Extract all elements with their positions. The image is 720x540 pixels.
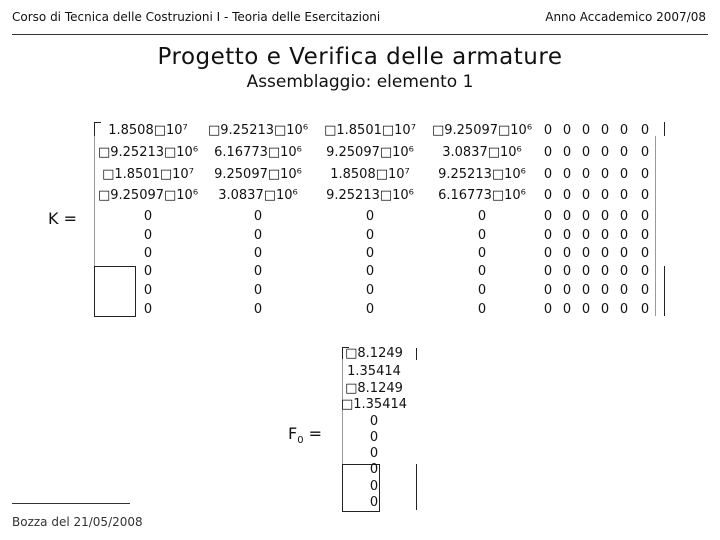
k-matrix-cell: □9.25213□10⁶	[207, 123, 309, 138]
k-matrix-cell: 1.8508□10⁷	[108, 123, 188, 138]
k-matrix-cell: 0	[543, 123, 553, 138]
k-matrix-cell: 0	[640, 228, 650, 243]
k-matrix-cell: 9.25097□10⁶	[214, 167, 302, 182]
k-lower-left-box	[94, 266, 136, 317]
k-matrix-cell: 0	[543, 264, 553, 279]
k-matrix-cell: 0	[640, 302, 650, 317]
f-vector-cell: □1.35414	[340, 397, 408, 412]
k-matrix-cell: 0	[600, 209, 610, 224]
k-matrix-cell: □9.25097□10⁶	[431, 123, 533, 138]
k-matrix-cell: 0	[365, 209, 375, 224]
slide-title: Progetto e Verifica delle armature	[157, 44, 563, 70]
k-matrix-cell: 0	[640, 246, 650, 261]
k-matrix-cell: 0	[143, 228, 153, 243]
k-matrix-cell: 0	[562, 228, 572, 243]
k-matrix-cell: 0	[543, 228, 553, 243]
k-matrix-cell: 0	[562, 246, 572, 261]
k-matrix-cell: □1.8501□10⁷	[102, 167, 194, 182]
k-matrix-cell: 0	[640, 188, 650, 203]
k-matrix-cell: 0	[619, 145, 629, 160]
k-matrix-label: K =	[48, 209, 77, 228]
k-matrix-cell: 0	[581, 246, 591, 261]
k-matrix-cell: 0	[562, 264, 572, 279]
k-matrix-cell: 0	[543, 283, 553, 298]
f-right-bracket	[416, 348, 417, 360]
draft-date: Bozza del 21/05/2008	[12, 515, 143, 529]
k-matrix-cell: 0	[619, 302, 629, 317]
k-matrix-cell: 0	[253, 209, 263, 224]
k-matrix-cell: 0	[600, 228, 610, 243]
k-matrix-cell: 0	[562, 283, 572, 298]
k-matrix-cell: 0	[477, 228, 487, 243]
k-matrix-cell: 0	[253, 264, 263, 279]
k-matrix-cell: 0	[581, 228, 591, 243]
k-matrix-cell: 0	[581, 167, 591, 182]
f-vector-label: $F_0$ =	[288, 424, 323, 447]
k-matrix-cell: 0	[543, 188, 553, 203]
k-matrix-cell: 0	[143, 283, 153, 298]
k-matrix-cell: 0	[640, 264, 650, 279]
k-matrix-cell: 0	[143, 209, 153, 224]
k-matrix-cell: 0	[477, 302, 487, 317]
k-matrix-cell: 0	[581, 145, 591, 160]
f-vector-cell: 1.35414	[347, 364, 401, 379]
k-matrix-cell: 3.0837□10⁶	[218, 188, 298, 203]
k-matrix-cell: 0	[581, 302, 591, 317]
k-matrix-cell: 0	[143, 264, 153, 279]
k-matrix-cell: 0	[365, 246, 375, 261]
k-matrix-cell: 0	[581, 188, 591, 203]
k-matrix-cell: 0	[477, 283, 487, 298]
k-matrix-cell: 0	[543, 209, 553, 224]
f-vector-cell: □8.1249	[345, 346, 403, 361]
f-vector-cell: 0	[369, 446, 379, 461]
k-matrix-cell: 0	[600, 283, 610, 298]
k-matrix-cell: 0	[619, 167, 629, 182]
f-vector-cell: 0	[369, 495, 379, 510]
k-matrix-cell: 0	[562, 123, 572, 138]
k-matrix-cell: 0	[640, 209, 650, 224]
k-matrix-cell: 0	[581, 123, 591, 138]
k-matrix-cell: 1.8508□10⁷	[330, 167, 410, 182]
k-matrix-cell: 0	[600, 264, 610, 279]
k-matrix-cell: 0	[253, 302, 263, 317]
k-matrix-cell: 0	[477, 209, 487, 224]
k-matrix-cell: 0	[365, 283, 375, 298]
k-right-bracket-bottom	[664, 266, 665, 316]
k-matrix-cell: 0	[562, 167, 572, 182]
k-matrix-cell: 0	[477, 246, 487, 261]
k-matrix-cell: 9.25213□10⁶	[438, 167, 526, 182]
k-matrix-cell: 0	[543, 246, 553, 261]
k-matrix-cell: 0	[365, 264, 375, 279]
k-matrix-cell: 0	[619, 228, 629, 243]
k-matrix-cell: 6.16773□10⁶	[214, 145, 302, 160]
f-vector-cell: 0	[369, 479, 379, 494]
k-matrix-cell: 0	[143, 246, 153, 261]
k-matrix-cell: 0	[619, 188, 629, 203]
slide-subtitle: Assemblaggio: elemento 1	[246, 72, 474, 92]
k-matrix-cell: 0	[600, 145, 610, 160]
k-matrix-cell: 9.25097□10⁶	[326, 145, 414, 160]
k-matrix-cell: 0	[562, 145, 572, 160]
k-matrix-cell: 0	[543, 302, 553, 317]
k-matrix-cell: 0	[619, 283, 629, 298]
course-header: Corso di Tecnica delle Costruzioni I - Teoria delle Esercitazioni	[12, 10, 381, 24]
k-matrix-cell: 0	[253, 246, 263, 261]
k-matrix-cell: 0	[477, 264, 487, 279]
k-matrix-cell: 0	[365, 228, 375, 243]
k-matrix-cell: 0	[600, 188, 610, 203]
k-matrix-cell: 0	[562, 302, 572, 317]
k-matrix-cell: 0	[619, 246, 629, 261]
k-matrix-cell: 0	[543, 145, 553, 160]
k-matrix-cell: 0	[543, 167, 553, 182]
k-left-bracket-top	[94, 122, 101, 137]
k-matrix-cell: 6.16773□10⁶	[438, 188, 526, 203]
k-matrix-cell: 0	[619, 209, 629, 224]
k-matrix-cell: 0	[581, 209, 591, 224]
k-matrix-cell: 0	[253, 228, 263, 243]
k-matrix-cell: 0	[581, 283, 591, 298]
f-vector-cell: 0	[369, 414, 379, 429]
f-vector-cell: 0	[369, 462, 379, 477]
k-matrix-cell: 0	[143, 302, 153, 317]
f-vector-cell: □8.1249	[345, 381, 403, 396]
k-matrix-cell: □9.25097□10⁶	[97, 188, 199, 203]
footer-divider	[12, 503, 130, 504]
k-matrix-cell: □9.25213□10⁶	[97, 145, 199, 160]
k-matrix-cell: 0	[640, 123, 650, 138]
k-matrix-cell: 0	[600, 167, 610, 182]
k-matrix-cell: 0	[600, 123, 610, 138]
k-matrix-cell: 0	[619, 123, 629, 138]
f-vector-cell: 0	[369, 430, 379, 445]
k-matrix-cell: 9.25213□10⁶	[326, 188, 414, 203]
k-matrix-cell: 0	[581, 264, 591, 279]
k-matrix-cell: 0	[600, 302, 610, 317]
f-right-bracket-bottom	[416, 464, 417, 510]
k-matrix-cell: 0	[640, 283, 650, 298]
k-matrix-cell: 0	[640, 167, 650, 182]
academic-year: Anno Accademico 2007/08	[545, 10, 706, 24]
k-right-bracket	[664, 122, 665, 136]
header-divider	[12, 34, 708, 35]
k-matrix-cell: 0	[562, 188, 572, 203]
k-matrix-cell: 0	[253, 283, 263, 298]
k-matrix-cell: 0	[640, 145, 650, 160]
k-matrix-cell: 0	[600, 246, 610, 261]
k-matrix-cell: 0	[619, 264, 629, 279]
k-right-bracket-line	[655, 136, 656, 316]
k-matrix-cell: 0	[365, 302, 375, 317]
k-matrix-cell: 0	[562, 209, 572, 224]
k-matrix-cell: 3.0837□10⁶	[442, 145, 522, 160]
k-matrix-cell: □1.8501□10⁷	[324, 123, 416, 138]
